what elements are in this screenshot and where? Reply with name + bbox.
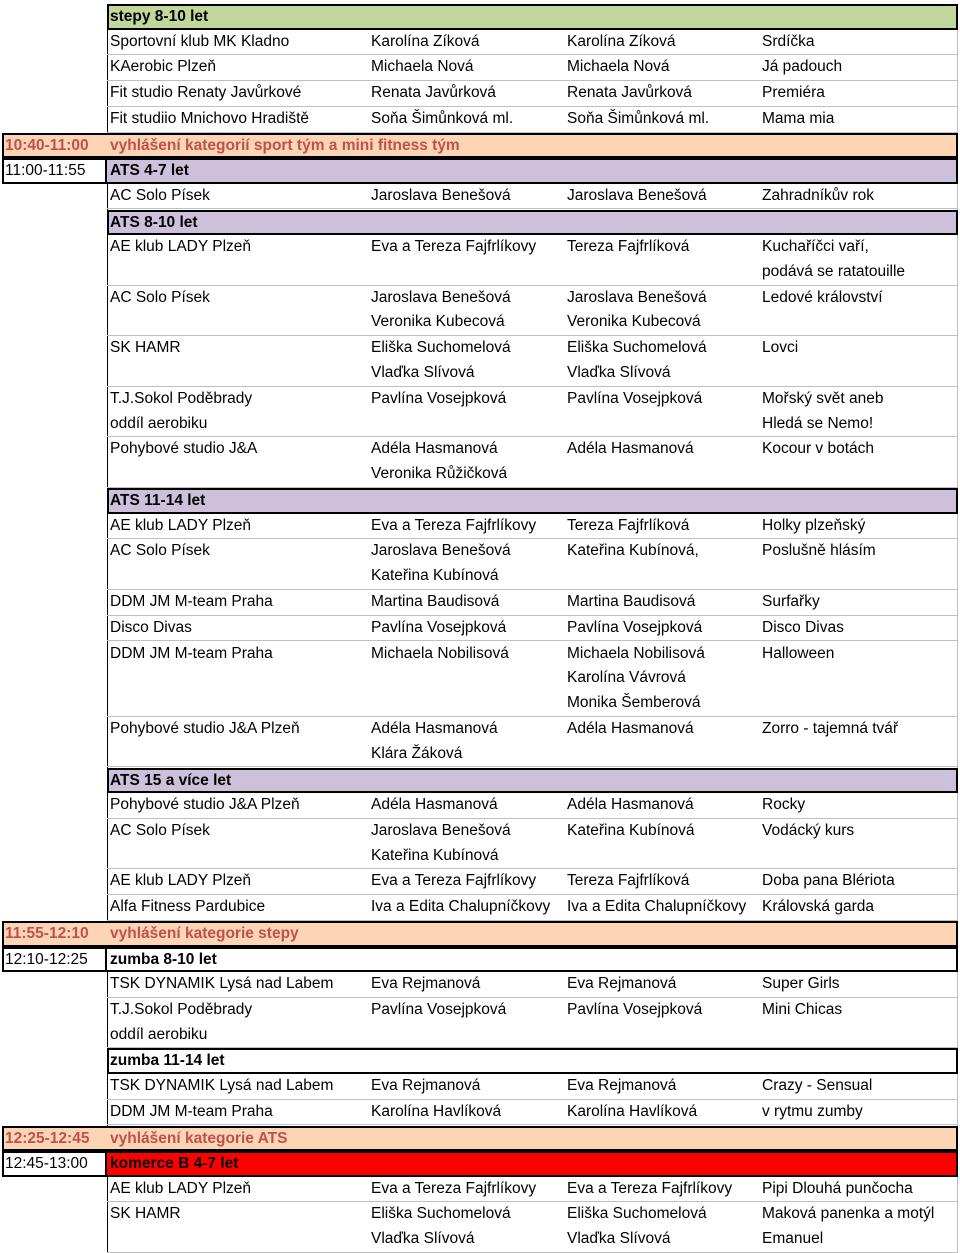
- table-row: [0, 437, 960, 488]
- cell-trainer: Eliška Suchomelová: [371, 339, 511, 357]
- cell-composition: Mama mia: [762, 109, 835, 127]
- cell-trainer: Eva Rejmanová: [371, 1076, 481, 1094]
- cell-choreographer: Jaroslava Benešová: [567, 288, 707, 306]
- cell-choreographer: Adéla Hasmanová: [567, 719, 694, 737]
- cell-choreographer: Pavlína Vosejpková: [567, 1000, 703, 1018]
- table-row: [0, 286, 960, 337]
- cell-composition: v rytmu zumby: [762, 1102, 863, 1120]
- category-label: zumba 11-14 let: [110, 1052, 225, 1070]
- cell-trainer: Karolína Zíková: [371, 32, 480, 50]
- cell-trainer: Veronika Kubecová: [371, 313, 505, 331]
- category-row: [0, 947, 960, 973]
- cell-choreographer: Michaela Nová: [567, 58, 670, 76]
- cell-club: Sportovní klub MK Kladno: [110, 32, 290, 50]
- cell-choreographer: Tereza Fajfrlíková: [567, 872, 690, 890]
- cell-trainer: Jaroslava Benešová: [371, 186, 511, 204]
- cell-trainer: Soňa Šimůnková ml.: [371, 109, 514, 127]
- table-row: [0, 336, 960, 387]
- cell-choreographer: Emanuel: [762, 1230, 824, 1248]
- cell-composition: Maková panenka a motýl: [762, 1205, 935, 1223]
- cell-club: KAerobic Plzeň: [110, 58, 216, 76]
- category-label: zumba 8-10 let: [110, 950, 217, 968]
- category-band: [107, 4, 958, 30]
- cell-choreographer: Martina Baudisová: [567, 592, 696, 610]
- table-row: [0, 387, 960, 438]
- cell-club: DDM JM M-team Praha: [110, 592, 273, 610]
- cell-composition: podává se ratatouille: [762, 262, 906, 280]
- cell-club: DDM JM M-team Praha: [110, 1102, 273, 1120]
- category-label: ATS 4-7 let: [110, 162, 189, 180]
- cell-club: AE klub LADY Plzeň: [110, 238, 252, 255]
- cell-trainer: Michaela Nobilisová: [371, 644, 509, 662]
- cell-composition: Já padouch: [762, 58, 843, 76]
- cell-composition: Vodácký kurs: [762, 821, 855, 839]
- cell-club: SK HAMR: [110, 1205, 181, 1223]
- cell-trainer: Eva a Tereza Fajfrlíkovy: [371, 872, 537, 890]
- cell-choreographer: Pavlína Vosejpková: [567, 618, 703, 636]
- category-label: ATS 15 a více let: [110, 771, 232, 789]
- cell-choreographer: Adéla Hasmanová: [567, 440, 694, 458]
- table-row: [0, 107, 960, 133]
- announcement-label: vyhlášení kategorií sport tým a mini fitness tým: [110, 136, 460, 154]
- time-slot: 11:00-11:55: [5, 162, 86, 180]
- cell-club: AC Solo Písek: [110, 821, 210, 839]
- cell-composition: Doba pana Blériota: [762, 872, 895, 890]
- cell-choreographer: Adéla Hasmanová: [567, 796, 694, 813]
- cell-choreographer: Kateřina Kubínová,: [567, 542, 699, 560]
- table-row: [0, 819, 960, 870]
- cell-trainer: Eva Rejmanová: [371, 975, 481, 992]
- cell-club: AC Solo Písek: [110, 186, 210, 204]
- table-row: [0, 1100, 960, 1126]
- category-row: [0, 1048, 960, 1074]
- cell-choreographer: Eliška Suchomelová: [567, 1205, 707, 1223]
- cell-choreographer: Soňa Šimůnková ml.: [567, 109, 710, 127]
- time-slot: 12:45-13:00: [5, 1155, 88, 1172]
- announcement-label: vyhlášení kategorie ATS: [110, 1129, 288, 1147]
- category-label: komerce B 4-7 let: [110, 1155, 239, 1172]
- cell-composition: Surfařky: [762, 592, 820, 610]
- cell-club: AE klub LADY Plzeň: [110, 516, 252, 534]
- cell-choreographer: Eva a Tereza Fajfrlíkovy: [567, 1179, 733, 1197]
- cell-choreographer: Eva Rejmanová: [567, 975, 677, 992]
- cell-trainer: Pavlína Vosejpková: [371, 1000, 507, 1018]
- table-row: [0, 717, 960, 768]
- cell-club: Fit studiio Mnichovo Hradiště: [110, 109, 309, 127]
- table-row: [0, 895, 960, 921]
- table-row: [0, 998, 960, 1049]
- table-row: [0, 869, 960, 895]
- cell-club: Pohybové studio J&A Plzeň: [110, 719, 300, 737]
- time-slot: 11:55-12:10: [5, 925, 89, 942]
- cell-composition: Zahradníkův rok: [762, 186, 874, 204]
- cell-composition: Lovci: [762, 339, 799, 357]
- cell-choreographer: Tereza Fajfrlíková: [567, 516, 690, 534]
- cell-trainer: Eva a Tereza Fajfrlíkovy: [371, 238, 537, 255]
- cell-trainer: Pavlína Vosejpková: [371, 618, 507, 636]
- cell-composition: Halloween: [762, 644, 835, 662]
- announcement-row: [0, 133, 960, 159]
- cell-trainer: Vlaďka Slívová: [567, 1230, 671, 1248]
- cell-trainer: Michaela Nová: [371, 58, 474, 76]
- cell-composition: Kuchaříčci vaří,: [762, 238, 869, 255]
- table-row: [0, 1202, 960, 1253]
- cell-composition: Holky plzeňský: [762, 516, 866, 534]
- cell-choreographer: Karolína Zíková: [567, 32, 676, 50]
- cell-trainer: Eliška Suchomelová: [371, 1205, 511, 1223]
- cell-choreographer: Michaela Nobilisová: [567, 644, 705, 662]
- cell-club: SK HAMR: [110, 339, 181, 357]
- cell-trainer: Jaroslava Benešová: [371, 542, 511, 560]
- cell-composition: Super Girls: [762, 975, 840, 992]
- cell-choreographer: Pavlína Vosejpková: [567, 389, 703, 407]
- cell-club: Fit studio Renaty Javůrkové: [110, 84, 302, 102]
- cell-trainer: Adéla Hasmanová: [371, 719, 498, 737]
- table-row: [0, 793, 960, 819]
- table-row: [0, 235, 960, 286]
- cell-trainer: Karolína Havlíková: [371, 1102, 502, 1120]
- cell-composition: Ledové království: [762, 288, 883, 306]
- announcement-row: [0, 1126, 960, 1152]
- table-row: [0, 616, 960, 642]
- table-row: [0, 539, 960, 590]
- announcement-label: vyhlášení kategorie stepy: [110, 925, 299, 942]
- cell-choreographer: Jaroslava Benešová: [567, 186, 707, 204]
- category-row: [0, 210, 960, 236]
- time-slot: 12:10-12:25: [5, 950, 88, 968]
- announcement-row: [0, 921, 960, 947]
- category-label: ATS 8-10 let: [110, 213, 198, 231]
- cell-composition: Zorro - tajemná tvář: [762, 719, 899, 737]
- table-row: [0, 55, 960, 81]
- cell-club: DDM JM M-team Praha: [110, 644, 273, 662]
- cell-composition: Pipi Dlouhá punčocha: [762, 1179, 913, 1197]
- cell-trainer: Eva a Tereza Fajfrlíkovy: [371, 516, 537, 534]
- cell-trainer: Vlaďka Slívová: [371, 363, 475, 381]
- cell-composition: Disco Divas: [762, 618, 844, 636]
- cell-club: oddíl aerobiku: [110, 1025, 208, 1043]
- cell-trainer: Jaroslava Benešová: [371, 821, 511, 839]
- cell-composition: Mini Chicas: [762, 1000, 843, 1018]
- table-row: [0, 1074, 960, 1100]
- time-slot: 10:40-11:00: [5, 136, 89, 154]
- table-row: [0, 514, 960, 540]
- cell-choreographer: Eva Rejmanová: [567, 1076, 677, 1094]
- cell-trainer: Renata Javůrková: [371, 84, 496, 102]
- cell-choreographer: Vlaďka Slívová: [567, 363, 671, 381]
- cell-composition: Rocky: [762, 796, 806, 813]
- category-band: [107, 210, 958, 236]
- table-row: [0, 1177, 960, 1203]
- table-row: [0, 590, 960, 616]
- cell-club: T.J.Sokol Poděbrady: [110, 389, 253, 407]
- cell-composition: Crazy - Sensual: [762, 1076, 873, 1094]
- category-row: [0, 488, 960, 514]
- cell-trainer: Eva a Tereza Fajfrlíkovy: [371, 1179, 537, 1197]
- time-slot: 12:25-12:45: [5, 1129, 90, 1147]
- category-row: [0, 4, 960, 30]
- cell-trainer: Klára Žáková: [371, 744, 463, 762]
- category-label: stepy 8-10 let: [110, 8, 209, 25]
- cell-club: AC Solo Písek: [110, 288, 210, 306]
- cell-trainer: Jaroslava Benešová: [371, 288, 511, 306]
- table-row: [0, 81, 960, 107]
- cell-club: AE klub LADY Plzeň: [110, 872, 252, 890]
- cell-trainer: Pavlína Vosejpková: [371, 389, 507, 407]
- cell-club: Alfa Fitness Pardubice: [110, 898, 266, 916]
- cell-composition: Hledá se Nemo!: [762, 414, 874, 432]
- cell-club: Pohybové studio J&A Plzeň: [110, 796, 300, 813]
- table-row: [0, 972, 960, 998]
- cell-club: TSK DYNAMIK Lysá nad Labem: [110, 1076, 334, 1094]
- cell-club: Pohybové studio J&A: [110, 440, 258, 458]
- cell-trainer: Veronika Růžičková: [371, 465, 508, 483]
- cell-trainer: Iva a Edita Chalupníčkovy: [371, 898, 551, 916]
- cell-club: TSK DYNAMIK Lysá nad Labem: [110, 975, 334, 992]
- cell-composition: Premiéra: [762, 84, 825, 102]
- cell-club: Disco Divas: [110, 618, 192, 636]
- cell-choreographer: Karolína Havlíková: [567, 1102, 698, 1120]
- cell-choreographer: Karolína Vávrová: [567, 669, 686, 687]
- cell-choreographer: Tereza Fajfrlíková: [567, 238, 690, 255]
- cell-club: AE klub LADY Plzeň: [110, 1179, 252, 1197]
- cell-composition: Mořský svět aneb: [762, 389, 884, 407]
- cell-club: AC Solo Písek: [110, 542, 210, 560]
- table-row: [0, 30, 960, 56]
- cell-club: oddíl aerobiku: [110, 414, 208, 432]
- cell-composition: Královská garda: [762, 898, 875, 916]
- category-label: ATS 11-14 let: [110, 492, 206, 509]
- category-band: [107, 768, 958, 794]
- category-row: [0, 158, 960, 184]
- table-row: [0, 642, 960, 717]
- cell-club: Vlaďka Slívová: [371, 1230, 475, 1248]
- table-row: [0, 184, 960, 210]
- cell-composition: Kocour v botách: [762, 440, 875, 458]
- cell-trainer: Adéla Hasmanová: [371, 440, 498, 458]
- category-band: [107, 488, 958, 514]
- cell-composition: Poslušně hlásím: [762, 542, 876, 560]
- cell-choreographer: Eliška Suchomelová: [567, 339, 707, 357]
- category-row: [0, 768, 960, 794]
- category-band: [107, 1048, 958, 1074]
- category-row: [0, 1151, 960, 1177]
- cell-choreographer: Veronika Kubecová: [567, 313, 701, 331]
- cell-choreographer: Monika Šemberová: [567, 694, 701, 712]
- cell-trainer: Kateřina Kubínová: [371, 567, 499, 585]
- cell-trainer: Adéla Hasmanová: [371, 796, 498, 813]
- cell-choreographer: Kateřina Kubínová: [567, 821, 695, 839]
- cell-choreographer: Renata Javůrková: [567, 84, 692, 102]
- cell-club: T.J.Sokol Poděbrady: [110, 1000, 253, 1018]
- cell-choreographer: Iva a Edita Chalupníčkovy: [567, 898, 747, 916]
- cell-composition: Srdíčka: [762, 32, 815, 50]
- cell-trainer: Martina Baudisová: [371, 592, 500, 610]
- cell-trainer: Kateřina Kubínová: [371, 846, 499, 864]
